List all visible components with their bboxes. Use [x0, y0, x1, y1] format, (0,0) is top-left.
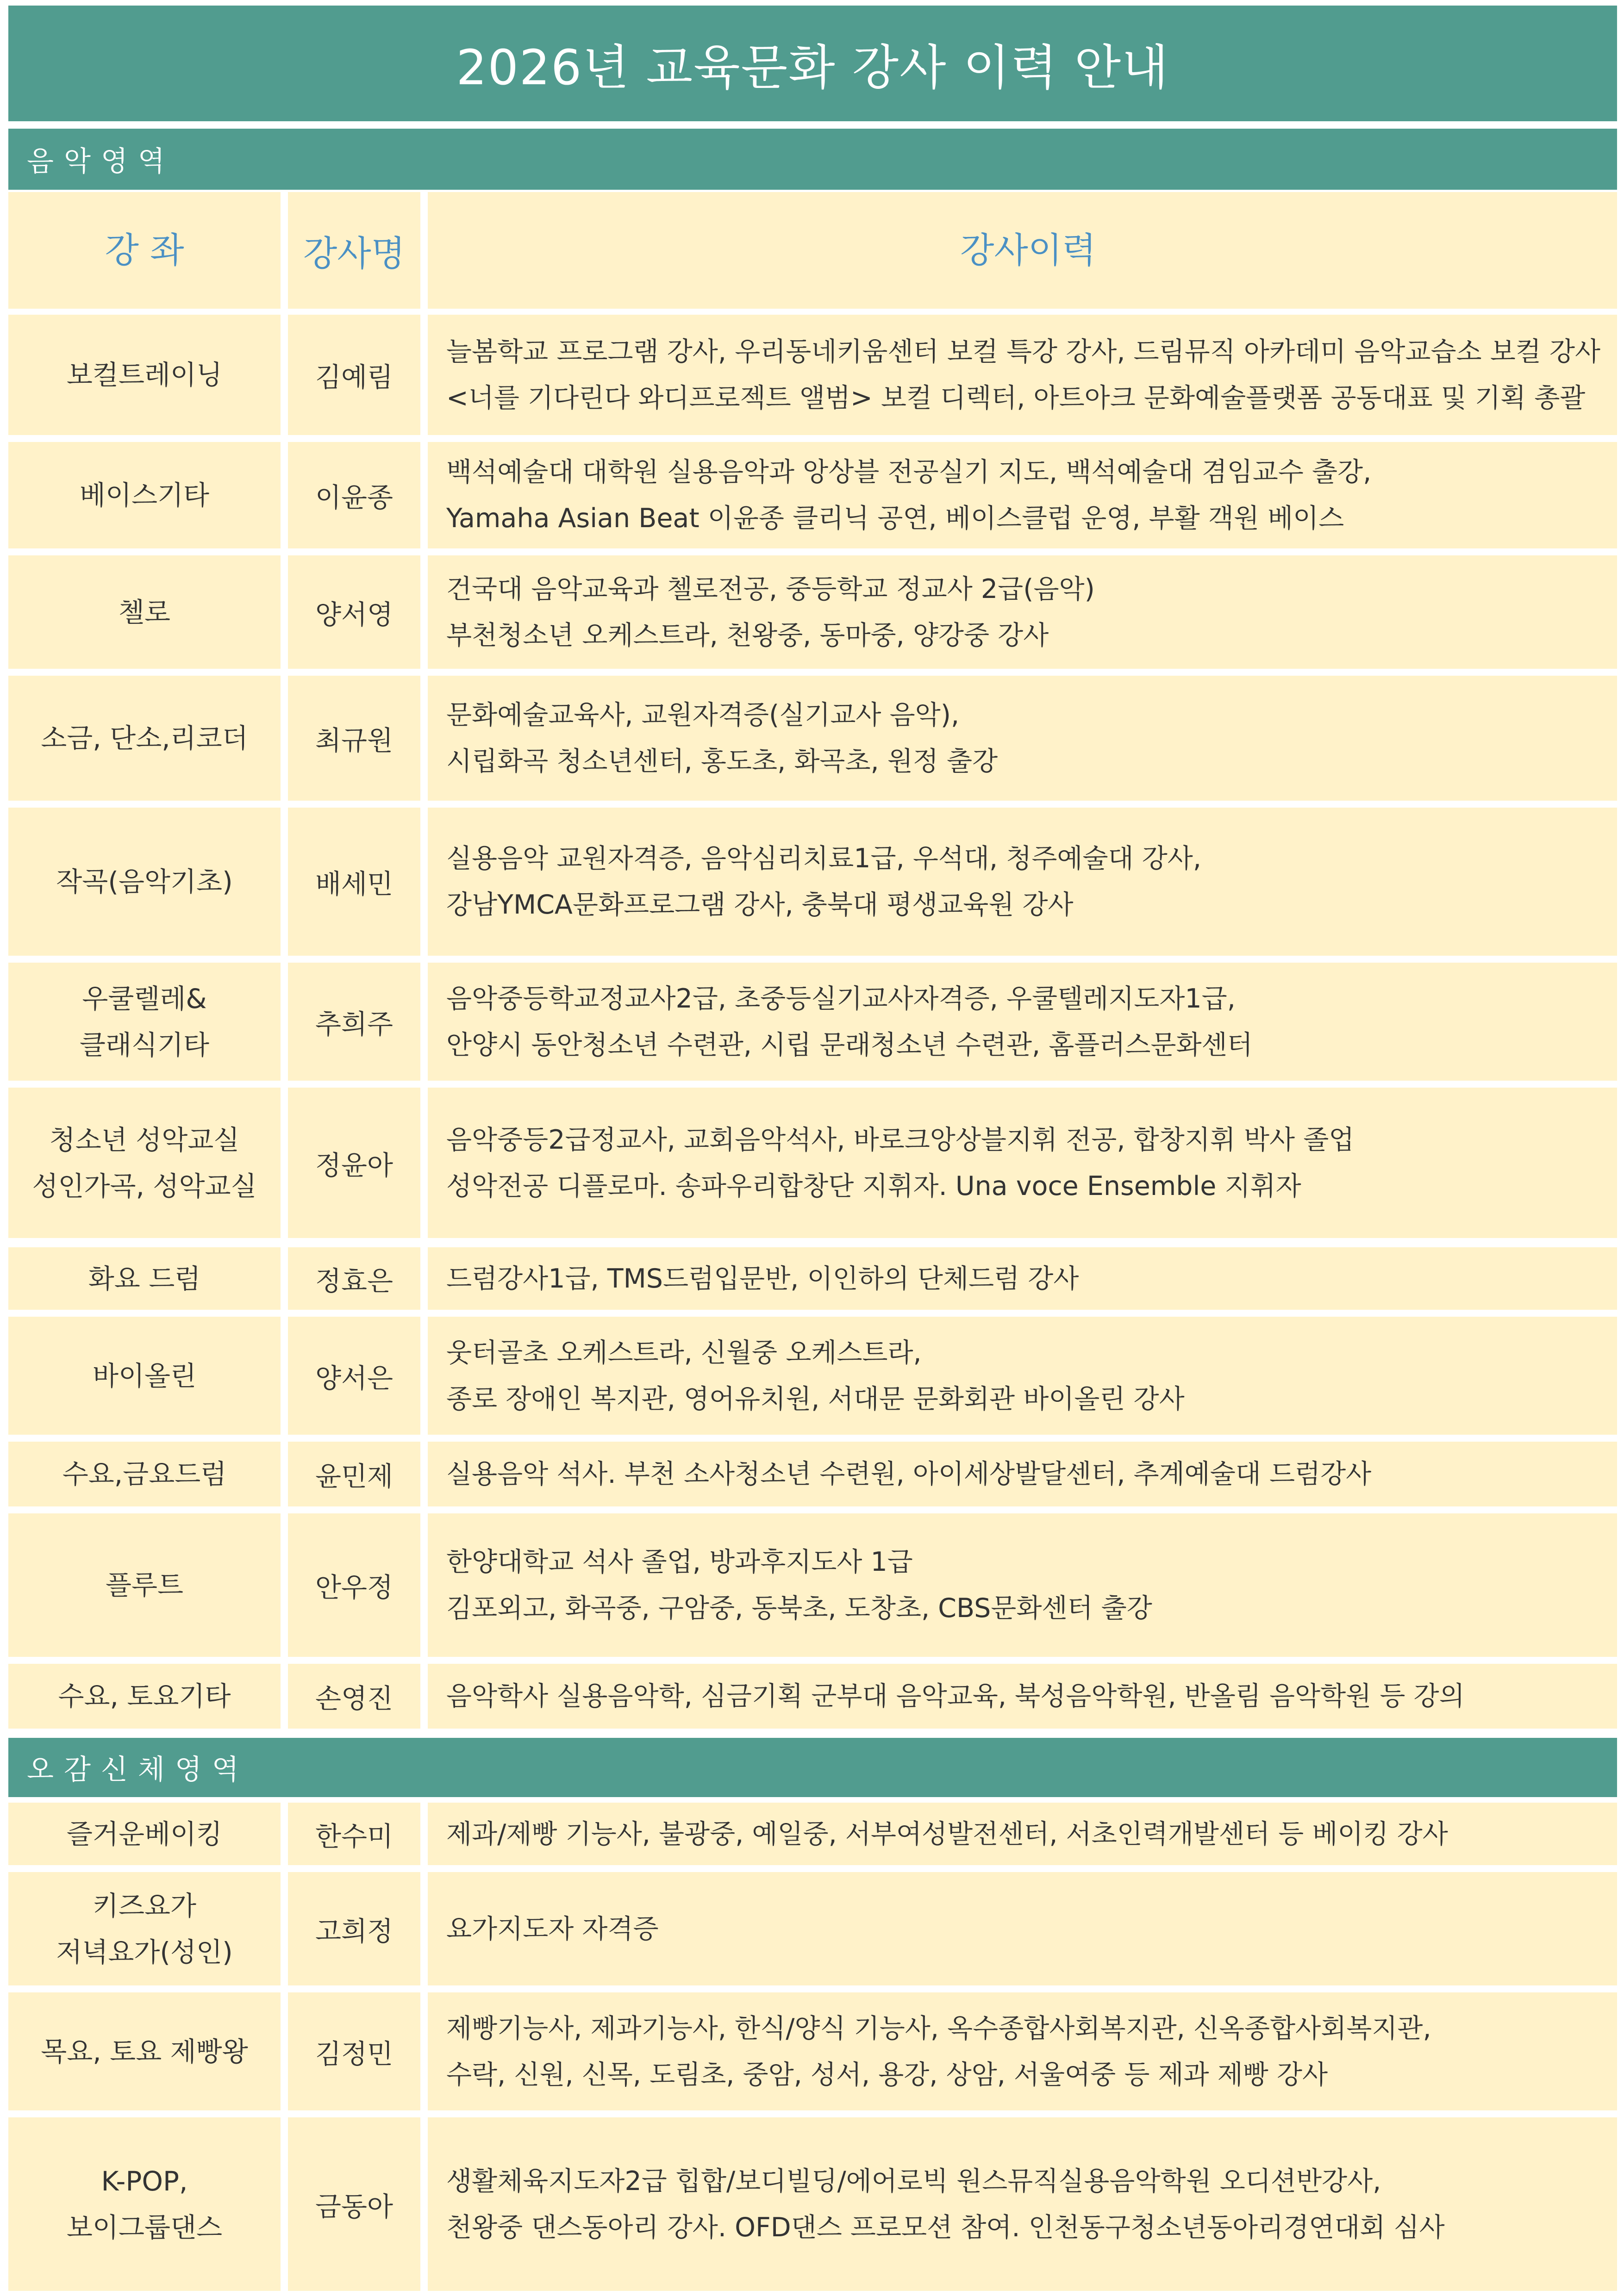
history-line: 수락, 신원, 신목, 도림초, 중암, 성서, 용강, 상암, 서울여중 등 제과 제빵 강사 [446, 2059, 1328, 2090]
course-name: 목요, 토요 제빵왕 [41, 2035, 248, 2067]
course-name: 성인가곡, 성악교실 [32, 1170, 257, 1202]
instructor-name: 손영진 [288, 1664, 420, 1729]
instructor-name: 배세민 [288, 808, 420, 956]
course-name: 화요 드럼 [88, 1263, 201, 1294]
history-line: 음악중등2급정교사, 교회음악석사, 바로크앙상블지휘 전공, 합창지휘 박사 졸업 [446, 1124, 1355, 1155]
history-line: 백석예술대 대학원 실용음악과 앙상블 전공실기 지도, 백석예술대 겸임교수 출강, [446, 457, 1372, 487]
instructor-name: 김정민 [288, 1992, 420, 2110]
course-cell [8, 963, 281, 1081]
course-cell [8, 315, 281, 435]
course-cell [8, 2117, 281, 2291]
history-line: 음악중등학교정교사2급, 초중등실기교사자격증, 우쿨텔레지도자1급, [446, 983, 1236, 1014]
instructor-name: 이윤종 [288, 442, 420, 548]
history-cell [428, 1664, 1617, 1729]
table-row [8, 963, 1617, 1081]
history-line: 문화예술교육사, 교원자격증(실기교사 음악), [446, 700, 960, 730]
instructor-name: 양서은 [288, 1317, 420, 1435]
course-name: 즐거운베이킹 [66, 1818, 223, 1850]
instructor-name: 안우정 [288, 1513, 420, 1657]
instructor-name: 정효은 [288, 1247, 420, 1310]
history-cell [428, 315, 1617, 435]
history-line: 제과/제빵 기능사, 불광중, 예일중, 서부여성발전센터, 서초인력개발센터 등 베이킹 강사 [446, 1818, 1448, 1849]
course-cell [8, 1872, 281, 1985]
table-row [8, 1803, 1617, 1865]
course-cell [8, 676, 281, 801]
course-cell [8, 1247, 281, 1310]
history-cell [428, 2117, 1617, 2291]
history-line: 강남YMCA문화프로그램 강사, 충북대 평생교육원 강사 [446, 890, 1074, 920]
history-line: 천왕중 댄스동아리 강사. OFD댄스 프로모션 참여. 인천동구청소년동아리경연대회 심사 [446, 2212, 1445, 2243]
instructor-name: 최규원 [288, 676, 420, 801]
history-line: 요가지도자 자격증 [446, 1913, 659, 1944]
table-row [8, 1442, 1617, 1506]
course-cell [8, 442, 281, 548]
history-cell [428, 1992, 1617, 2110]
course-name: 소금, 단소,리코더 [41, 722, 248, 754]
course-cell [8, 1992, 281, 2110]
table-row [8, 315, 1617, 435]
history-cell [428, 1513, 1617, 1657]
instructor-name: 윤민제 [288, 1442, 420, 1506]
history-line: 종로 장애인 복지관, 영어유치원, 서대문 문화회관 바이올린 강사 [446, 1383, 1185, 1414]
history-cell [428, 808, 1617, 956]
history-line: 생활체육지도자2급 힙합/보디빌딩/에어로빅 원스뮤직실용음악학원 오디션반강사, [446, 2165, 1381, 2196]
course-cell [8, 1317, 281, 1435]
course-name: 작곡(음악기초) [56, 866, 233, 897]
course-cell [8, 1513, 281, 1657]
table-row [8, 1247, 1617, 1310]
table-row [8, 1664, 1617, 1729]
table-row [8, 1088, 1617, 1238]
history-line: 드럼강사1급, TMS드럼입문반, 이인하의 단체드럼 강사 [446, 1263, 1079, 1294]
history-line: 건국대 음악교육과 첼로전공, 중등학교 정교사 2급(음악) [446, 573, 1095, 604]
instructor-name: 김예림 [288, 315, 420, 435]
history-line: Yamaha Asian Beat 이윤종 클리닉 공연, 베이스클럽 운영, 부활 객원 베이스 [446, 503, 1344, 534]
header-instructor: 강사명 [288, 192, 420, 309]
instructor-name: 고희정 [288, 1872, 420, 1985]
course-name: 클래식기타 [79, 1029, 210, 1061]
history-cell [428, 555, 1617, 669]
history-cell [428, 1088, 1617, 1238]
instructor-name: 양서영 [288, 555, 420, 669]
history-line: 실용음악 교원자격증, 음악심리치료1급, 우석대, 청주예술대 강사, [446, 843, 1201, 874]
table-header [8, 192, 1617, 309]
history-line: 웃터골초 오케스트라, 신월중 오케스트라, [446, 1337, 922, 1368]
course-cell [8, 1442, 281, 1506]
course-name: 보이그룹댄스 [66, 2211, 223, 2243]
history-cell [428, 442, 1617, 548]
table-row [8, 555, 1617, 669]
history-line: 성악전공 디플로마. 송파우리합창단 지휘자. Una voce Ensemble 지휘자 [446, 1170, 1301, 1201]
table-row [8, 808, 1617, 956]
course-name: K-POP, [101, 2165, 188, 2197]
history-cell [428, 1317, 1617, 1435]
course-name: 키즈요가 [92, 1890, 197, 1922]
table-row [8, 1992, 1617, 2110]
section-header-body: 오감신체영역 [8, 1738, 1617, 1797]
section-header-music: 음악영역 [8, 129, 1617, 190]
history-line: 한양대학교 석사 졸업, 방과후지도사 1급 [446, 1547, 913, 1577]
course-name: 플루트 [105, 1569, 184, 1601]
history-line: 제빵기능사, 제과기능사, 한식/양식 기능사, 옥수종합사회복지관, 신옥종합사회복지관, [446, 2013, 1431, 2044]
table-row [8, 442, 1617, 548]
instructor-name: 정윤아 [288, 1088, 420, 1238]
table-row [8, 1317, 1617, 1435]
table-row [8, 1513, 1617, 1657]
table-row [8, 2117, 1617, 2291]
history-cell [428, 1803, 1617, 1865]
course-name: 베이스기타 [79, 479, 210, 511]
history-line: 안양시 동안청소년 수련관, 시립 문래청소년 수련관, 홈플러스문화센터 [446, 1029, 1253, 1060]
course-cell [8, 555, 281, 669]
table-row [8, 676, 1617, 801]
history-line: 시립화곡 청소년센터, 홍도초, 화곡초, 원정 출강 [446, 746, 998, 777]
history-cell [428, 676, 1617, 801]
history-line: <너를 기다린다 와디프로젝트 앨범> 보컬 디렉터, 아트아크 문화예술플랫폼 공동대표 및 기획 총괄 [446, 383, 1586, 413]
history-cell [428, 1247, 1617, 1310]
instructor-name: 추희주 [288, 963, 420, 1081]
course-name: 첼로 [118, 596, 171, 628]
history-line: 음악학사 실용음악학, 심금기획 군부대 음악교육, 북성음악학원, 반올림 음악학원 등 강의 [446, 1681, 1465, 1711]
header-course: 강 좌 [8, 192, 281, 309]
course-cell [8, 1803, 281, 1865]
course-cell [8, 1664, 281, 1729]
course-cell [8, 808, 281, 956]
history-line: 실용음악 석사. 부천 소사청소년 수련원, 아이세상발달센터, 추계예술대 드럼강사 [446, 1459, 1372, 1489]
course-name: 바이올린 [92, 1360, 197, 1392]
course-name: 저녁요가(성인) [56, 1936, 233, 1968]
history-line: 부천청소년 오케스트라, 천왕중, 동마중, 양강중 강사 [446, 620, 1049, 651]
history-cell [428, 1872, 1617, 1985]
header-history: 강사이력 [428, 192, 1617, 309]
course-name: 보컬트레이닝 [66, 359, 223, 391]
course-name: 수요,금요드럼 [62, 1458, 227, 1490]
history-line: 김포외고, 화곡중, 구암중, 동북초, 도창초, CBS문화센터 출강 [446, 1593, 1152, 1624]
course-name: 청소년 성악교실 [49, 1124, 240, 1156]
table-row [8, 1872, 1617, 1985]
course-cell [8, 1088, 281, 1238]
instructor-name: 한수미 [288, 1803, 420, 1865]
page-title: 2026년 교육문화 강사 이력 안내 [8, 6, 1617, 121]
course-name: 우쿨렐레& [82, 983, 207, 1014]
history-cell [428, 963, 1617, 1081]
instructor-name: 금동아 [288, 2117, 420, 2291]
history-cell [428, 1442, 1617, 1506]
history-line: 늘봄학교 프로그램 강사, 우리동네키움센터 보컬 특강 강사, 드림뮤직 아카데미 음악교습소 보컬 강사 [446, 336, 1601, 367]
course-name: 수요, 토요기타 [58, 1680, 231, 1712]
